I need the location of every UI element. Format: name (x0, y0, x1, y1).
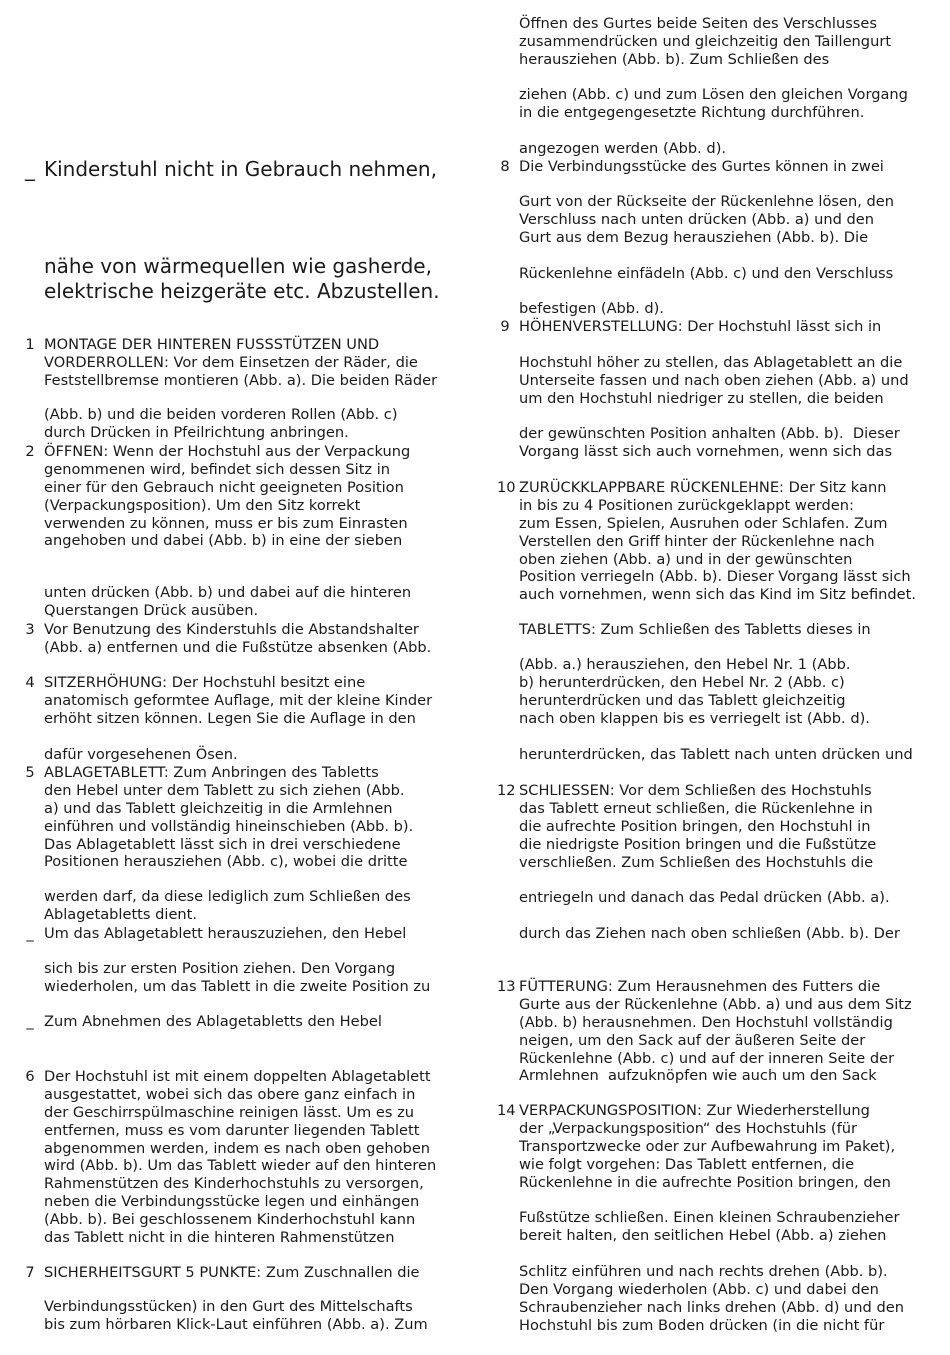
section-number: 7 (25, 1264, 35, 1281)
text-line: Unterseite fassen und nach oben ziehen (Abb. a) und (519, 371, 909, 389)
bullet-item (22, 925, 462, 943)
section-13 (497, 978, 942, 1085)
text-line: Kinderstuhl nicht in Gebrauch nehmen, (44, 157, 437, 181)
text-line: HÖHENVERSTELLUNG: Der Hochstuhl lässt sich in (519, 318, 882, 335)
text-line: Rückenlehne (Abb. c) und auf der inneren Seite der (519, 1049, 895, 1067)
text-line: entriegeln und danach das Pedal drücken (Abb. a). (519, 889, 890, 906)
text-line: entfernen, muss es vom darunter liegenden Tablett (44, 1121, 420, 1139)
text-line: (Abb. a.) herausziehen, den Hebel Nr. 1 (Abb. (519, 656, 851, 673)
text-line: VERPACKUNGSPOSITION: Zur Wiederherstellung (519, 1102, 870, 1119)
text-line: (Abb. a) entfernen und die Fußstütze absenken (Abb. (44, 638, 432, 656)
text-line: die niedrigste Position bringen und die Fußstütze (519, 835, 877, 853)
text-line: b) herunterdrücken, den Hebel Nr. 2 (Abb. c) (519, 673, 845, 691)
text-line: Querstangen Drück ausüben. (44, 601, 259, 619)
bullet-marker: _ (26, 925, 34, 942)
text-line: zum Essen, Spielen, Ausruhen oder Schlafen. Zum (519, 514, 888, 532)
text-line: Um das Ablagetablett herauszuziehen, den Hebel (44, 925, 407, 942)
section-number: 1 (25, 336, 35, 353)
text-line: bis zum hörbaren Klick-Laut einführen (Abb. a). Zum (44, 1315, 428, 1333)
text-line: verwenden zu können, muss er bis zum Einrasten (44, 514, 408, 532)
text-line: in die entgegengesetzte Richtung durchführen. (519, 103, 865, 121)
text-line: Das Ablagetablett lässt sich in drei verschiedene (44, 835, 401, 853)
text-paragraph (497, 746, 942, 764)
section-1 (22, 336, 462, 390)
section-2 (22, 443, 462, 550)
text-line: erhöht sitzen können. Legen Sie die Auflage in den (44, 709, 416, 727)
text-line: Zum Abnehmen des Ablagetabletts den Hebel (44, 1013, 382, 1030)
text-line: ZURÜCKKLAPPBARE RÜCKENLEHNE: Der Sitz kann (519, 479, 887, 496)
text-line: neben die Verbindungsstücke legen und einhängen (44, 1193, 420, 1211)
section-9 (497, 318, 942, 336)
text-line: Ablagetabletts dient. (44, 905, 198, 923)
text-line: TABLETTS: Zum Schließen des Tabletts dieses in (519, 621, 871, 638)
text-line: (Abb. b) und die beiden vorderen Rollen (Abb. c) (44, 406, 398, 423)
text-paragraph (497, 140, 942, 158)
bullet-marker: _ (25, 157, 35, 181)
text-line: zusammendrücken und gleichzeitig den Taillengurt (519, 32, 892, 50)
section-3 (22, 621, 462, 657)
section-number: 5 (25, 764, 35, 781)
text-line: Armlehnen aufzuknöpfen wie auch um den Sack (519, 1067, 877, 1085)
text-line: werden darf, da diese lediglich zum Schließen des (44, 888, 411, 905)
section-number: 6 (25, 1068, 35, 1085)
text-line: Gurt aus dem Bezug herausziehen (Abb. b). Die (519, 228, 869, 246)
text-line: Hochstuhl bis zum Boden drücken (in die nicht für (519, 1316, 885, 1334)
text-paragraph (497, 1263, 942, 1335)
text-line: der Geschirrspülmaschine reinigen lässt. Um es zu (44, 1103, 414, 1121)
text-line: einführen und vollständig hineinschieben (Abb. b). (44, 817, 414, 835)
text-line: durch Drücken in Pfeilrichtung anbringen. (44, 423, 349, 441)
text-line: Gurte aus der Rückenlehne (Abb. a) und aus dem Sitz (519, 995, 912, 1013)
text-line: Feststellbremse montieren (Abb. a). Die beiden Räder (44, 371, 438, 389)
text-line: die aufrechte Position bringen, den Hochstuhl in (519, 817, 871, 835)
text-line: einer für den Gebrauch nicht geeigneten Position (44, 478, 404, 496)
text-line: SITZERHÖHUNG: Der Hochstuhl besitzt eine (44, 674, 366, 691)
text-line: Positionen herausziehen (Abb. c), wobei die dritte (44, 853, 408, 871)
text-paragraph (22, 888, 462, 924)
text-line: SICHERHEITSGURT 5 PUNKTE: Zum Zuschnallen die (44, 1264, 420, 1281)
section-6 (22, 1068, 462, 1247)
text-line: Vor Benutzung des Kinderstuhls die Abstandshalter (44, 621, 419, 638)
text-paragraph (22, 254, 462, 303)
text-line: herunterdrücken, das Tablett nach unten drücken und (519, 746, 913, 763)
text-line: in bis zu 4 Positionen zurückgeklappt werden: (519, 496, 854, 514)
text-line: auch vornehmen, wenn sich das Kind im Sitz befindet. (519, 586, 916, 604)
text-line: der „Verpackungsposition“ des Hochstuhls (für (519, 1119, 857, 1137)
text-line: Fußstütze schließen. Einen kleinen Schraubenzieher (519, 1209, 900, 1226)
text-line: (Verpackungsposition). Um den Sitz korrekt (44, 496, 361, 514)
text-line: Transportzwecke oder zur Aufbewahrung im Paket), (519, 1137, 896, 1155)
text-line: FÜTTERUNG: Zum Herausnehmen des Futters die (519, 978, 881, 995)
text-paragraph (497, 354, 942, 408)
text-line: Verbindungsstücken) in den Gurt des Mittelschafts (44, 1298, 413, 1315)
text-line: bereit halten, den seitlichen Hebel (Abb. a) ziehen (519, 1226, 887, 1244)
text-line: Die Verbindungsstücke des Gurtes können in zwei (519, 158, 884, 175)
text-paragraph (22, 746, 462, 764)
section-number: 3 (25, 621, 35, 638)
text-line: befestigen (Abb. d). (519, 300, 664, 317)
text-paragraph (497, 193, 942, 247)
text-line: (Abb. b) herausnehmen. Den Hochstuhl vollständig (519, 1013, 893, 1031)
text-line: nähe von wärmequellen wie gasherde, (44, 254, 432, 278)
text-line: Verschluss nach unten drücken (Abb. a) und den (519, 210, 875, 228)
text-paragraph (497, 925, 942, 943)
text-line: SCHLIESSEN: Vor dem Schließen des Hochstuhls (519, 782, 872, 799)
text-line: wiederholen, um das Tablett in die zweite Position zu (44, 977, 431, 995)
text-line: a) und das Tablett gleichzeitig in die Armlehnen (44, 799, 393, 817)
text-paragraph (22, 406, 462, 442)
text-line: (Abb. b). Bei geschlossenem Kinderhochstuhl kann (44, 1211, 416, 1229)
section-number: 12 (497, 782, 516, 799)
text-line: Der Hochstuhl ist mit einem doppelten Ablagetablett (44, 1068, 431, 1085)
section-number: 8 (500, 158, 510, 175)
text-line: ausgestattet, wobei sich das obere ganz einfach in (44, 1085, 416, 1103)
text-line: das Tablett nicht in die hinteren Rahmenstützen (44, 1229, 395, 1247)
section-4 (22, 674, 462, 728)
text-line: angehoben und dabei (Abb. b) in eine der sieben (44, 532, 403, 550)
text-paragraph (497, 1209, 942, 1245)
text-line: herunterdrücken und das Tablett gleichzeitig (519, 691, 846, 709)
bullet-item (22, 157, 462, 182)
text-paragraph (497, 86, 942, 122)
section-12 (497, 782, 942, 871)
text-line: durch das Ziehen nach oben schließen (Abb. b). Der (519, 925, 900, 942)
text-line: Vorgang lässt sich auch vornehmen, wenn sich das (519, 442, 893, 460)
text-line: genommenen wird, befindet sich dessen Sitz in (44, 460, 391, 478)
text-paragraph (497, 889, 942, 907)
text-line: Öffnen des Gurtes beide Seiten des Verschlusses (519, 15, 877, 32)
text-line: um den Hochstuhl niedriger zu stellen, die beiden (519, 389, 884, 407)
text-paragraph (497, 656, 942, 728)
text-paragraph (497, 425, 942, 461)
text-line: wird (Abb. b). Um das Tablett wieder auf den hinteren (44, 1157, 437, 1175)
text-line: herausziehen (Abb. b). Zum Schließen des (519, 50, 830, 68)
text-line: dafür vorgesehenen Ösen. (44, 746, 238, 763)
text-line: Gurt von der Rückseite der Rückenlehne lösen, den (519, 193, 894, 210)
text-line: neigen, um den Sack auf der äußeren Seite der (519, 1031, 866, 1049)
bullet-marker: _ (26, 1013, 34, 1030)
text-paragraph (497, 15, 942, 69)
text-line: verschließen. Zum Schließen des Hochstuhls die (519, 853, 874, 871)
text-paragraph (22, 960, 462, 996)
section-14 (497, 1102, 942, 1191)
text-line: das Tablett erneut schließen, die Rückenlehne in (519, 799, 873, 817)
section-5 (22, 764, 462, 871)
section-number: 10 (497, 479, 516, 496)
text-line: oben ziehen (Abb. a) und in der gewünschten (519, 550, 853, 568)
text-line: Rückenlehne in die aufrechte Position bringen, den (519, 1173, 891, 1191)
section-number: 13 (497, 978, 516, 995)
section-number: 9 (500, 318, 510, 335)
text-line: Rahmenstützen des Kinderhochstuhls zu versorgen, (44, 1175, 424, 1193)
text-paragraph (22, 584, 462, 620)
text-line: nach oben klappen bis es verriegelt ist (Abb. d). (519, 709, 870, 727)
text-line: ÖFFNEN: Wenn der Hochstuhl aus der Verpackung (44, 443, 411, 460)
text-line: elektrische heizgeräte etc. Abzustellen. (44, 278, 440, 303)
text-line: den Hebel unter dem Tablett zu sich ziehen (Abb. (44, 781, 405, 799)
text-line: Schlitz einführen und nach rechts drehen (Abb. b). (519, 1263, 888, 1280)
section-7 (22, 1264, 462, 1282)
text-line: VORDERROLLEN: Vor dem Einsetzen der Räder, die (44, 353, 418, 371)
text-line: Rückenlehne einfädeln (Abb. c) und den Verschluss (519, 265, 894, 282)
text-line: ABLAGETABLETT: Zum Anbringen des Tabletts (44, 764, 379, 781)
section-10 (497, 479, 942, 604)
section-8 (497, 158, 942, 176)
bullet-item (22, 1013, 462, 1031)
text-paragraph (497, 265, 942, 283)
text-line: unten drücken (Abb. b) und dabei auf die hinteren (44, 584, 412, 601)
text-paragraph (497, 621, 942, 639)
text-line: MONTAGE DER HINTEREN FUSSSTÜTZEN UND (44, 336, 380, 353)
section-number: 4 (25, 674, 35, 691)
text-line: Schraubenzieher nach links drehen (Abb. d) und den (519, 1298, 904, 1316)
text-paragraph (22, 1298, 462, 1334)
text-line: Position verriegeln (Abb. b). Dieser Vorgang lässt sich (519, 568, 911, 586)
section-number: 2 (25, 443, 35, 460)
text-line: der gewünschten Position anhalten (Abb. b). Dieser (519, 425, 900, 442)
section-number: 14 (497, 1102, 516, 1119)
text-line: Hochstuhl höher zu stellen, das Ablagetablett an die (519, 354, 903, 371)
text-line: sich bis zur ersten Position ziehen. Den Vorgang (44, 960, 396, 977)
text-line: Den Vorgang wiederholen (Abb. c) und dabei den (519, 1280, 879, 1298)
text-line: angezogen werden (Abb. d). (519, 140, 727, 157)
text-line: anatomisch geformtee Auflage, mit der kleine Kinder (44, 691, 433, 709)
text-line: ziehen (Abb. c) und zum Lösen den gleichen Vorgang (519, 86, 908, 103)
text-line: wie folgt vorgehen: Das Tablett entfernen, die (519, 1155, 855, 1173)
text-paragraph (497, 300, 942, 318)
text-line: abgenommen werden, indem es nach oben gehoben (44, 1139, 431, 1157)
text-line: Verstellen den Griff hinter der Rückenlehne nach (519, 532, 875, 550)
